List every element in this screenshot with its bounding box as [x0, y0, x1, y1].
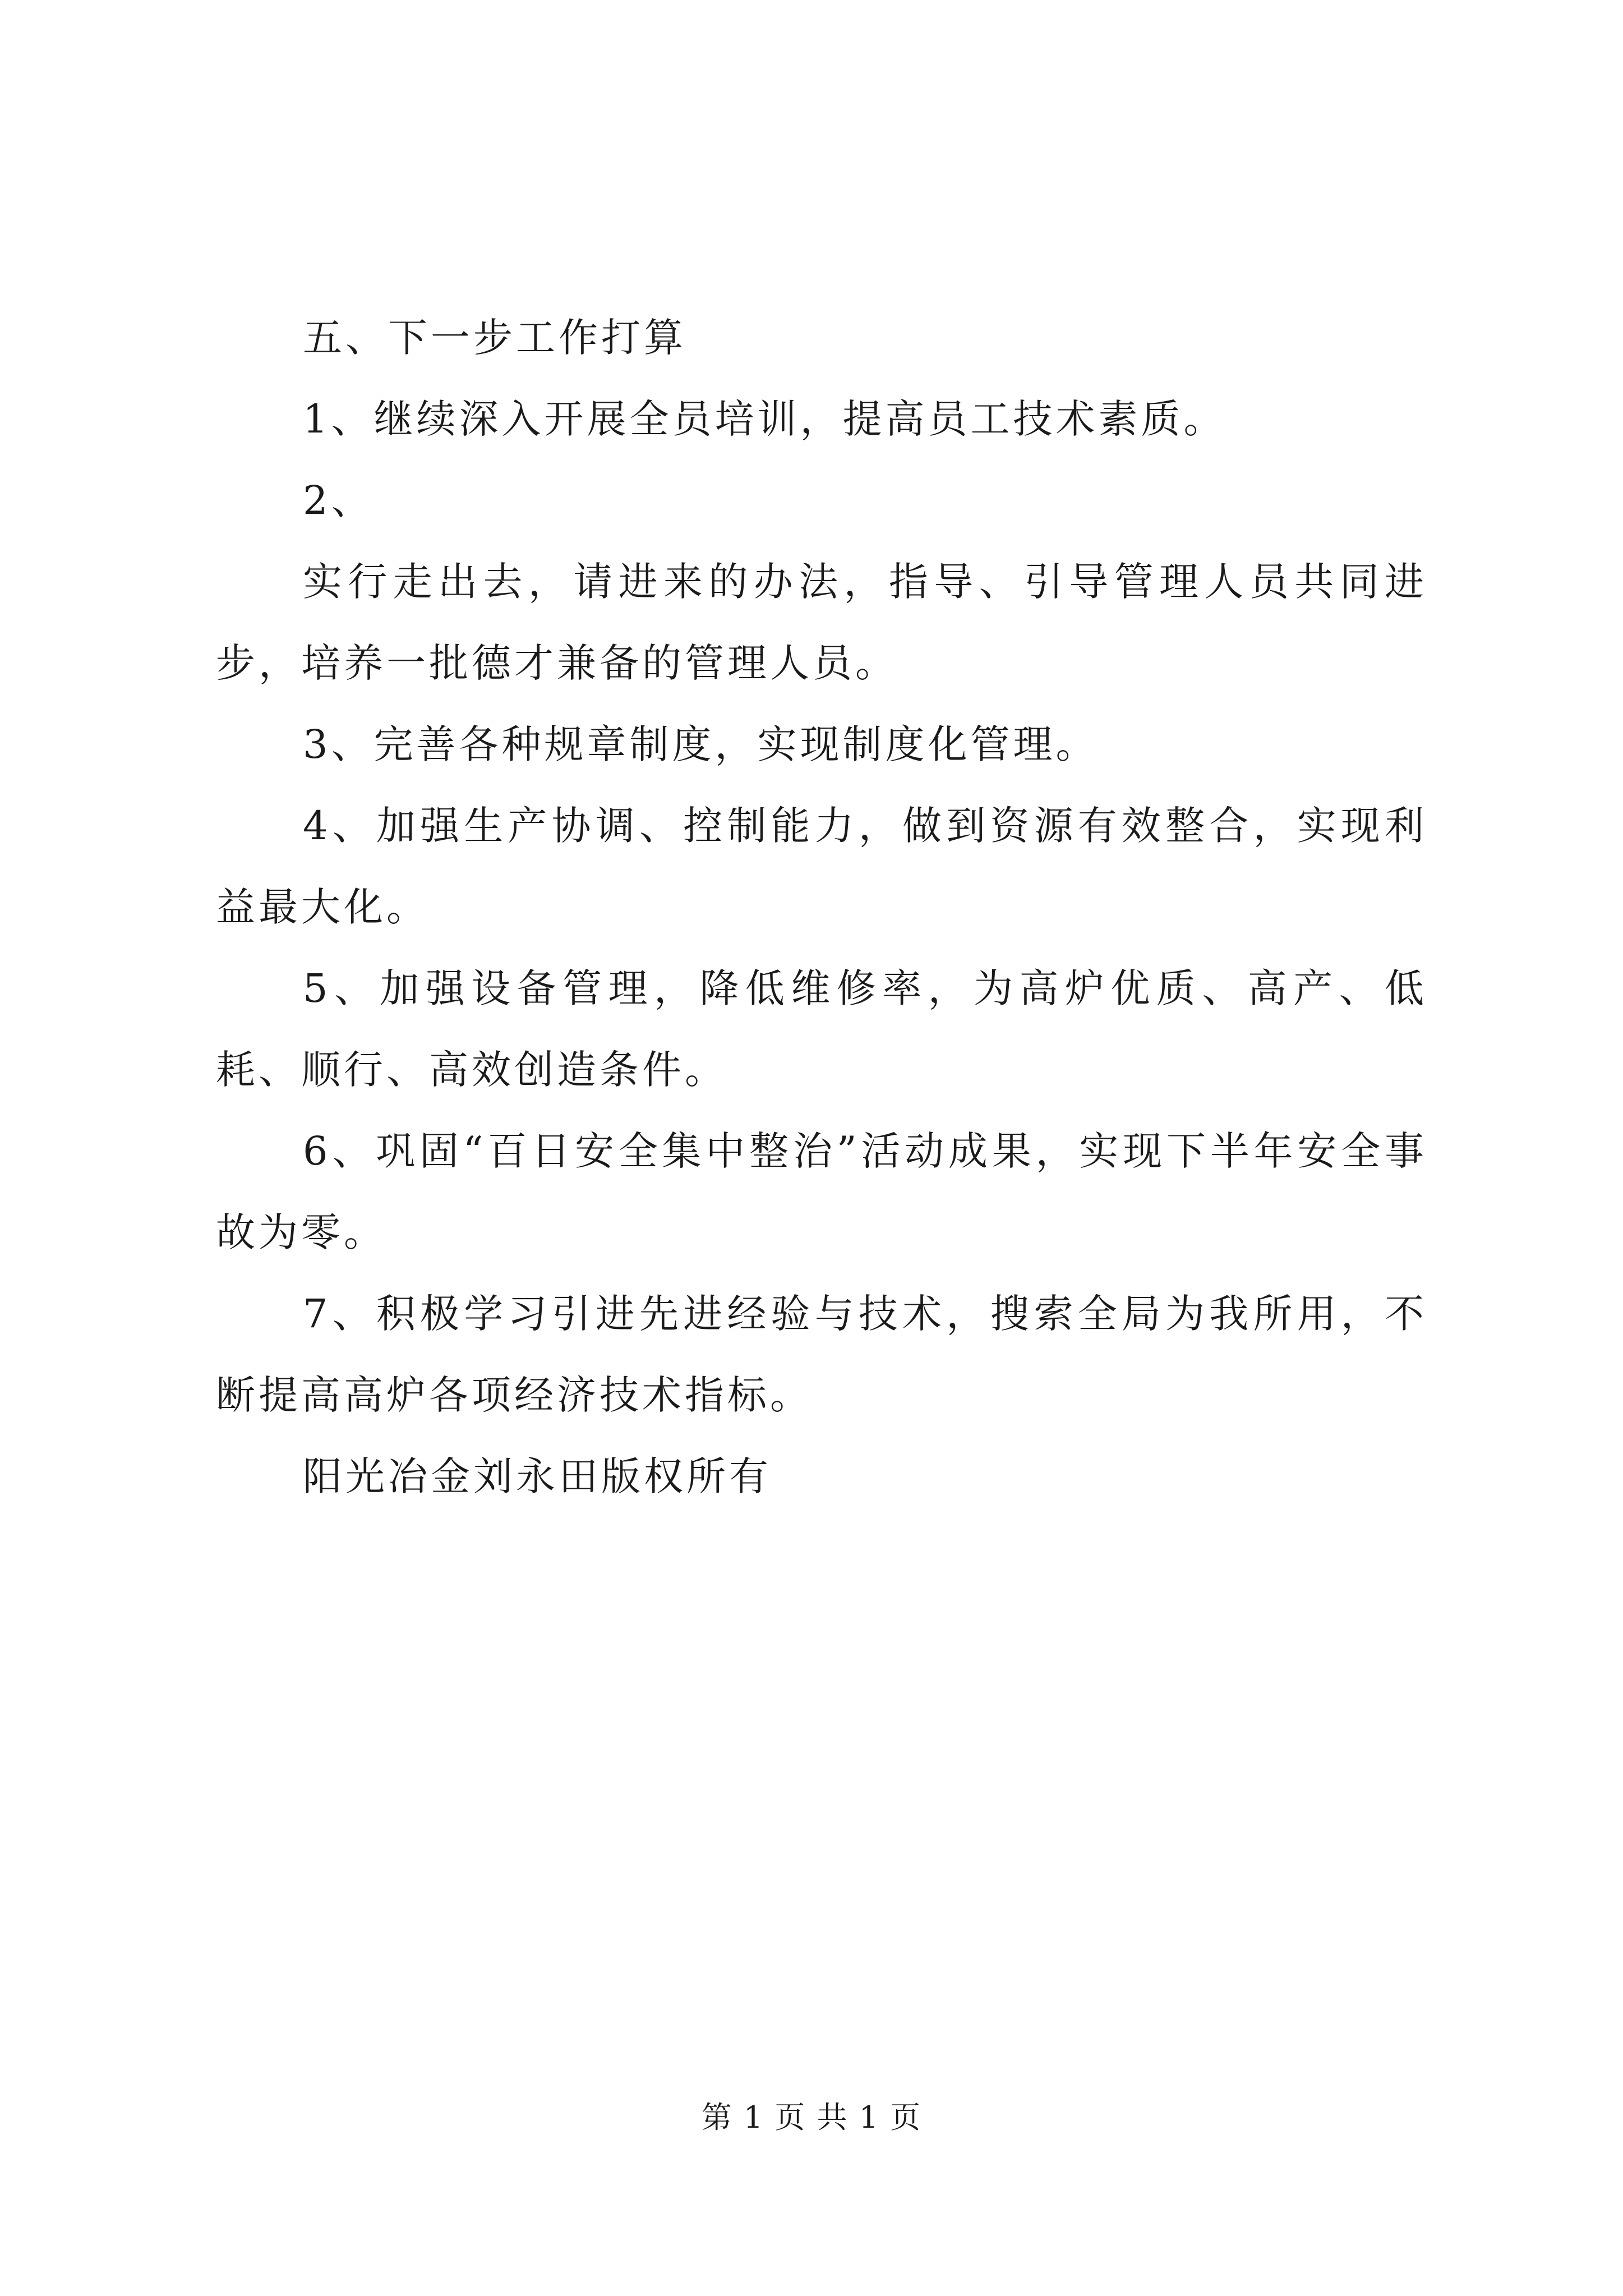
paragraph-item-5: 5、加强设备管理，降低维修率，为高炉优质、高产、低耗、顺行、高效创造条件。: [216, 965, 1427, 1093]
paragraph-item-3: 3、完善各种规章制度，实现制度化管理。: [303, 721, 1099, 767]
paragraph-item-4: 4、加强生产协调、控制能力，做到资源有效整合，实现利益最大化。: [216, 803, 1427, 930]
section-heading: 五、下一步工作打算: [303, 315, 686, 361]
page-footer: 第 1 页 共 1 页: [701, 2100, 922, 2135]
paragraph-item-6: 6、巩固“百日安全集中整治”活动成果，实现下半年安全事故为零。: [216, 1128, 1427, 1255]
paragraph-item-1: 1、继续深入开展全员培训，提高员工技术素质。: [303, 396, 1227, 442]
paragraph-item-7: 7、积极学习引进先进经验与技术，搜索全局为我所用，不断提高高炉各项经济技术指标。: [216, 1291, 1427, 1418]
paragraph-item-2: 2、: [303, 477, 374, 523]
document-body: [216, 297, 1427, 1517]
copyright-line: 阳光冶金刘永田版权所有: [303, 1453, 772, 1499]
paragraph-item-2-text: 实行走出去，请进来的办法，指导、引导管理人员共同进步，培养一批德才兼备的管理人员。: [216, 559, 1427, 686]
